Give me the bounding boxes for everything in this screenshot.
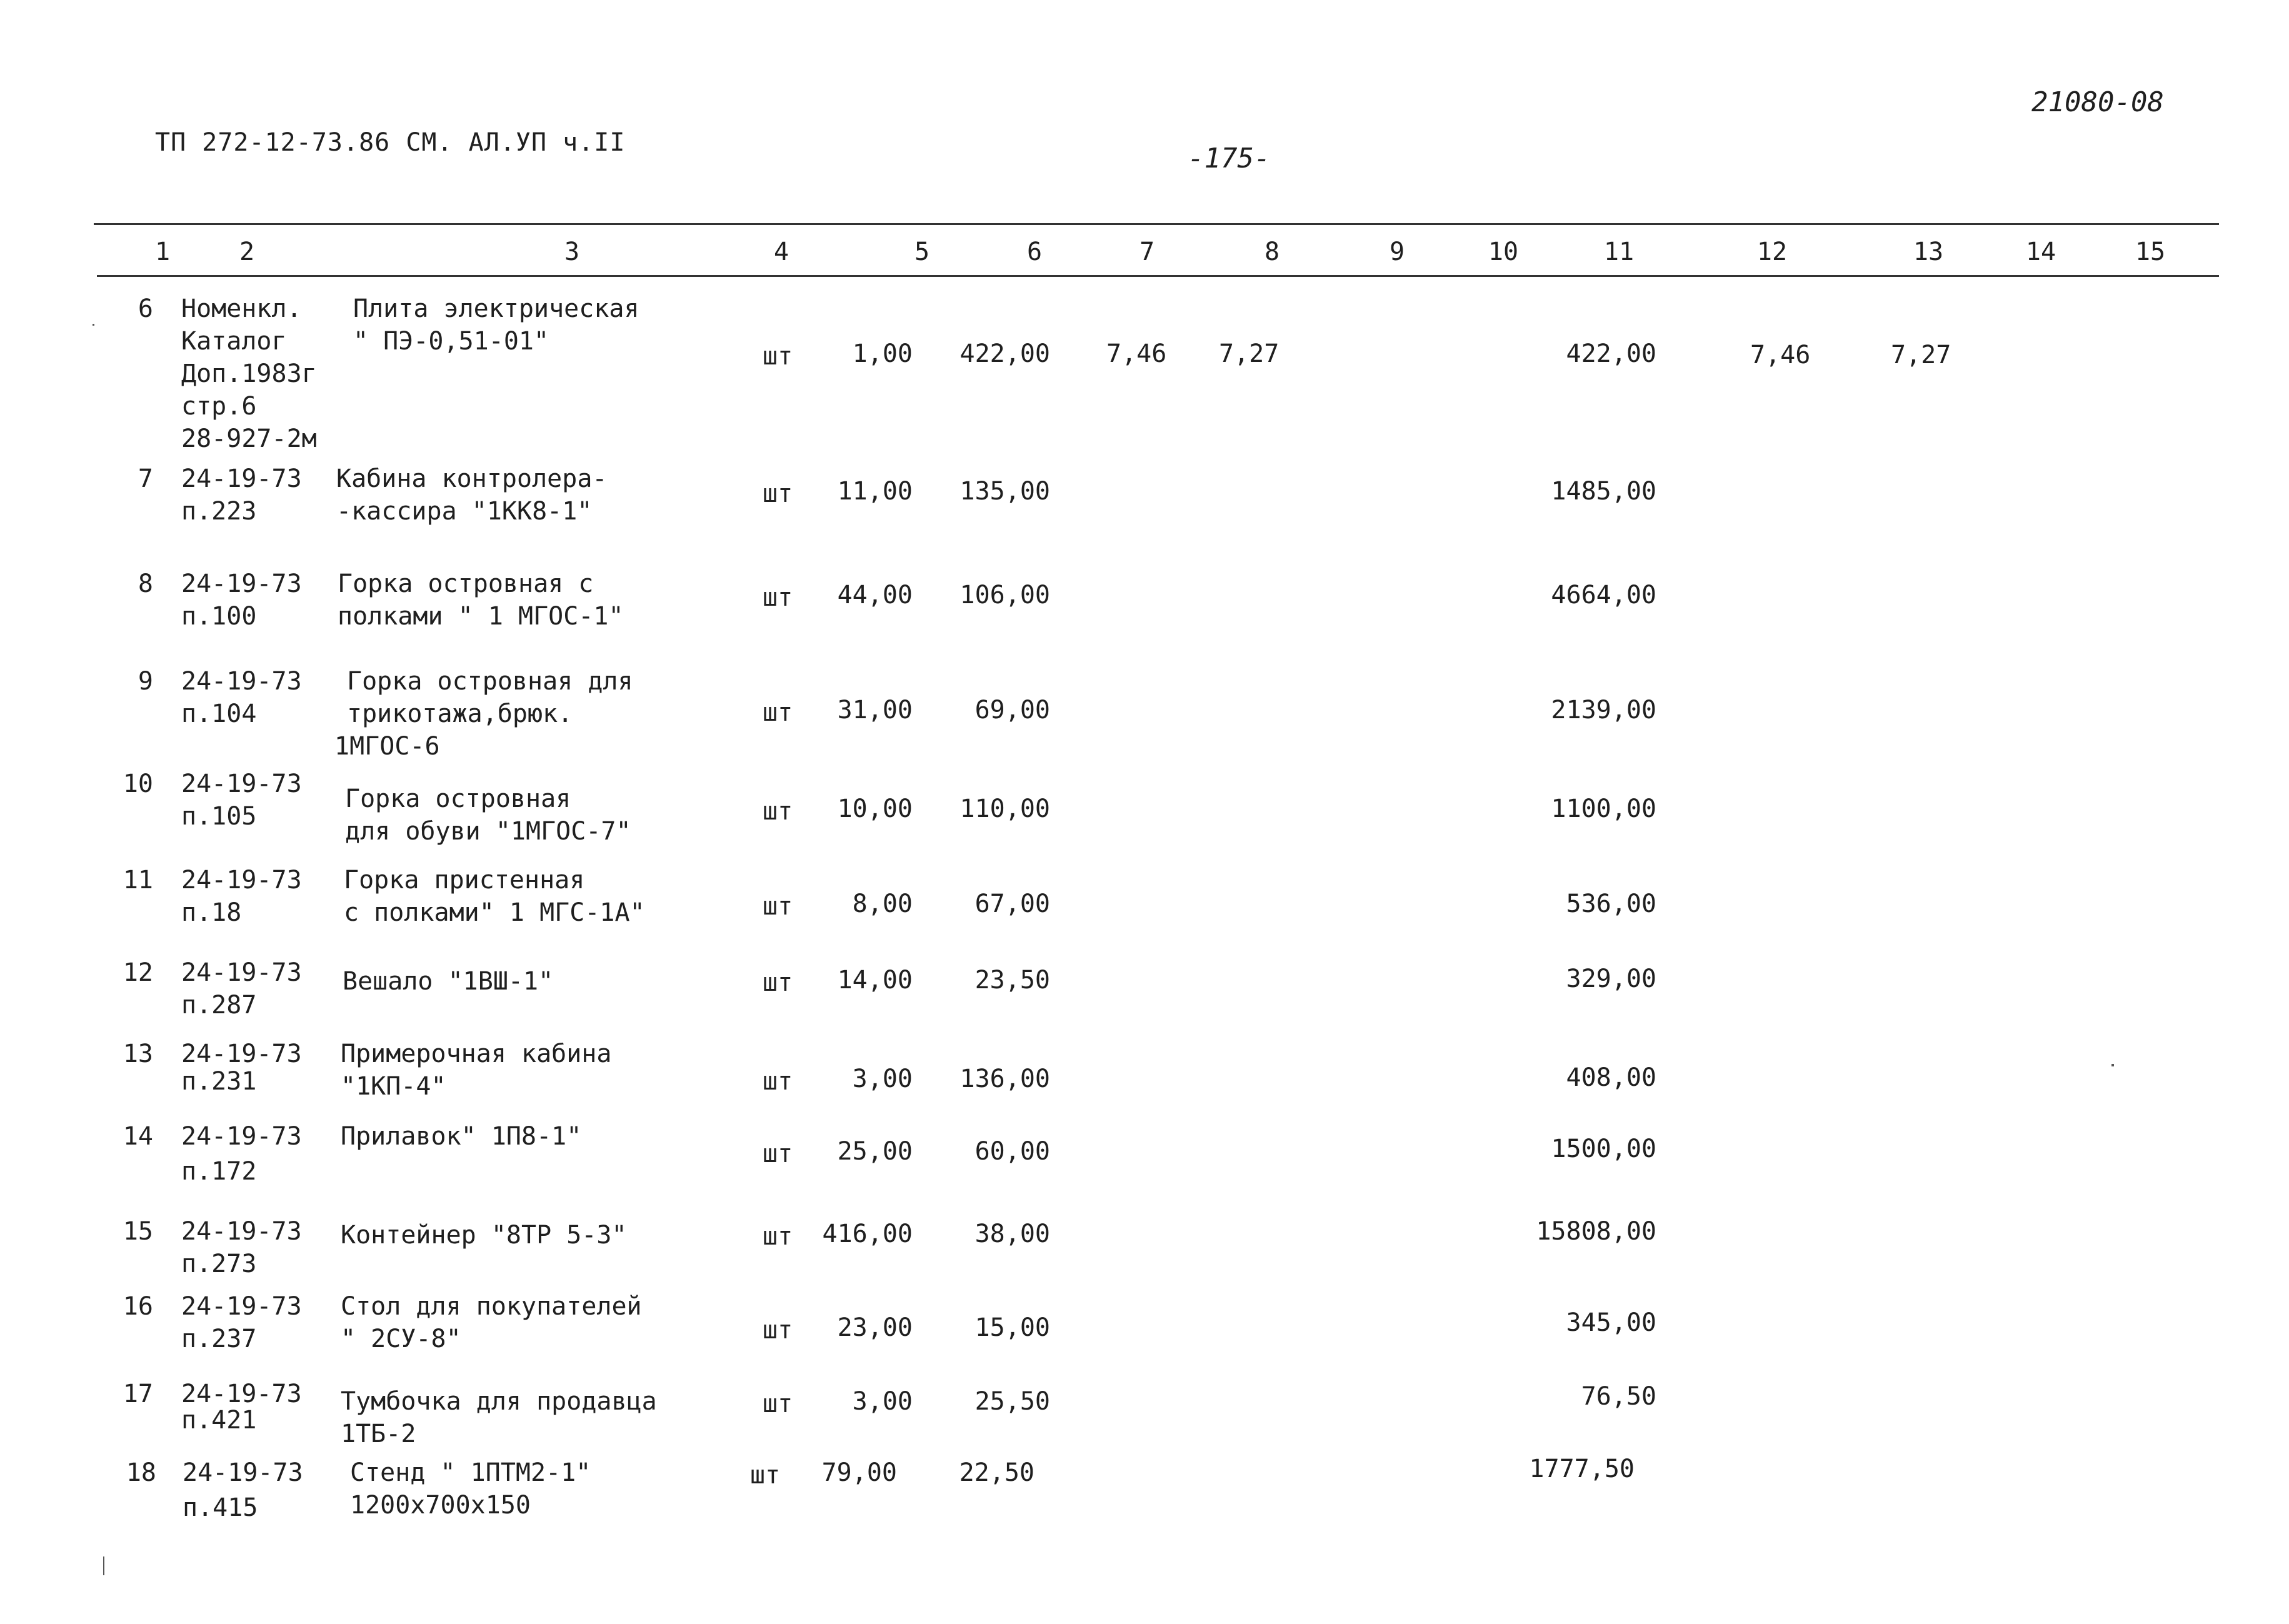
column-12-value: 7,46 <box>1750 341 1811 369</box>
column-7-value: 7,46 <box>1106 339 1167 368</box>
quantity: 79,00 <box>821 1458 897 1487</box>
unit-price: 136,00 <box>959 1065 1050 1093</box>
row-number: 17 <box>123 1380 153 1408</box>
archive-number: 21080-08 <box>2031 86 2164 118</box>
quantity: 1,00 <box>852 339 913 368</box>
quantity: 31,00 <box>837 696 913 724</box>
item-name: Плита электрическая " ПЭ-0,51-01" <box>353 294 639 356</box>
total-cost: 1777,50 <box>1529 1455 1635 1483</box>
row-number: 11 <box>123 866 153 895</box>
column-8-value: 7,27 <box>1219 339 1280 368</box>
total-cost: 422,00 <box>1566 339 1656 368</box>
scan-mark <box>93 324 94 326</box>
column-number: 14 <box>2025 238 2056 266</box>
catalog-code: 24-19-73 п.231 <box>181 1040 302 1096</box>
row-number: 6 <box>138 294 153 323</box>
unit-price: 22,50 <box>959 1458 1034 1487</box>
total-cost: 345,00 <box>1566 1308 1656 1337</box>
total-cost: 1100,00 <box>1551 794 1656 823</box>
item-name: Горка пристенная с полками" 1 МГС-1А" <box>344 866 645 927</box>
catalog-code: 24-19-73 п.287 <box>181 958 302 1020</box>
row-number: 15 <box>123 1217 153 1246</box>
quantity: 44,00 <box>837 581 913 609</box>
unit: шт <box>763 1222 793 1251</box>
item-name: Стенд " 1ПТМ2-1" 1200х700х150 <box>350 1458 591 1520</box>
column-13-value: 7,27 <box>1891 341 1951 369</box>
row-number: 9 <box>138 667 153 696</box>
quantity: 10,00 <box>837 794 913 823</box>
scan-mark <box>2111 1064 2114 1066</box>
total-cost: 1485,00 <box>1551 477 1656 506</box>
unit: шт <box>763 892 793 921</box>
unit: шт <box>763 1140 793 1168</box>
total-cost: 1500,00 <box>1551 1135 1656 1163</box>
column-number: 8 <box>1264 238 1280 266</box>
catalog-code: 24-19-73 п.18 <box>181 866 302 927</box>
unit: шт <box>763 698 793 727</box>
total-cost: 15808,00 <box>1536 1217 1656 1246</box>
unit: шт <box>750 1461 781 1490</box>
column-number: 4 <box>773 238 789 266</box>
item-name: Контейнер "8ТР 5-3" <box>341 1221 627 1250</box>
catalog-code: 24-19-73 п.421 <box>181 1380 302 1435</box>
unit-price: 110,00 <box>959 794 1050 823</box>
unit: шт <box>763 1316 793 1345</box>
column-number: 12 <box>1756 238 1788 266</box>
unit: шт <box>763 479 793 508</box>
row-number: 13 <box>123 1040 153 1068</box>
unit: шт <box>763 342 793 371</box>
item-name: Горка островная для трикотажа,брюк. 1МГОС-6 <box>334 667 633 761</box>
unit-price: 60,00 <box>974 1137 1050 1166</box>
total-cost: 408,00 <box>1566 1063 1656 1092</box>
row-number: 18 <box>126 1458 156 1487</box>
item-name: Примерочная кабина "1КП-4" <box>341 1040 612 1101</box>
catalog-code: 24-19-73 п.273 <box>181 1217 302 1278</box>
unit-price: 15,00 <box>974 1313 1050 1342</box>
item-name: Вешало "1ВШ-1" <box>343 967 554 996</box>
item-name: Горка островная с полками " 1 МГОС-1" <box>338 569 624 631</box>
catalog-code: 24-19-73 п.100 <box>181 569 302 631</box>
catalog-code: 24-19-73 п.223 <box>181 464 302 526</box>
row-number: 16 <box>123 1292 153 1321</box>
catalog-code: 24-19-73 п.104 <box>181 667 302 728</box>
catalog-code: 24-19-73 п.105 <box>181 769 302 831</box>
unit-price: 23,50 <box>974 966 1050 995</box>
column-number: 13 <box>1913 238 1944 266</box>
table-top-rule <box>94 223 2219 225</box>
column-number: 7 <box>1139 238 1155 266</box>
row-number: 10 <box>123 769 153 798</box>
unit-price: 106,00 <box>959 581 1050 609</box>
unit-price: 38,00 <box>974 1220 1050 1248</box>
table-header-rule <box>97 275 2219 277</box>
total-cost: 536,00 <box>1566 890 1656 918</box>
item-name: Стол для покупателей " 2СУ-8" <box>341 1292 642 1353</box>
catalog-code: 24-19-73 п.172 <box>181 1122 302 1186</box>
quantity: 416,00 <box>822 1220 913 1248</box>
unit: шт <box>763 1390 793 1418</box>
page-number: -175- <box>1188 143 1271 174</box>
quantity: 3,00 <box>852 1065 913 1093</box>
catalog-code: 24-19-73 п.237 <box>181 1292 302 1353</box>
unit: шт <box>763 583 793 612</box>
column-number: 15 <box>2135 238 2166 266</box>
unit: шт <box>763 1067 793 1096</box>
unit-price: 422,00 <box>959 339 1050 368</box>
unit: шт <box>763 797 793 826</box>
row-number: 12 <box>123 958 153 987</box>
catalog-code: 24-19-73 п.415 <box>183 1458 303 1522</box>
quantity: 23,00 <box>837 1313 913 1342</box>
quantity: 11,00 <box>837 477 913 506</box>
row-number: 7 <box>138 464 153 493</box>
column-number: 11 <box>1603 238 1635 266</box>
unit-price: 67,00 <box>974 890 1050 918</box>
item-name: Тумбочка для продавца 1ТБ-2 <box>341 1387 657 1448</box>
total-cost: 329,00 <box>1566 965 1656 993</box>
unit-price: 135,00 <box>959 477 1050 506</box>
quantity: 25,00 <box>837 1137 913 1166</box>
unit-price: 69,00 <box>974 696 1050 724</box>
column-number: 10 <box>1488 238 1519 266</box>
item-name: Горка островная для обуви "1МГОС-7" <box>345 784 631 846</box>
scan-mark <box>103 1556 104 1575</box>
column-number: 1 <box>154 238 171 266</box>
total-cost: 4664,00 <box>1551 581 1656 609</box>
column-number: 9 <box>1389 238 1405 266</box>
column-number: 6 <box>1026 238 1043 266</box>
total-cost: 76,50 <box>1581 1382 1656 1411</box>
quantity: 8,00 <box>852 890 913 918</box>
item-name: Кабина контролера- -кассира "1КК8-1" <box>336 464 608 526</box>
unit: шт <box>763 968 793 997</box>
column-number: 3 <box>564 238 580 266</box>
unit-price: 25,50 <box>974 1387 1050 1416</box>
column-number: 5 <box>914 238 930 266</box>
column-number: 2 <box>239 238 255 266</box>
catalog-code: Номенкл. Каталог Доп.1983г стр.6 28-927-2м <box>181 294 317 453</box>
total-cost: 2139,00 <box>1551 696 1656 724</box>
document-reference: ТП 272-12-73.86 СМ. АЛ.УП ч.II <box>155 128 626 157</box>
row-number: 14 <box>123 1122 153 1151</box>
item-name: Прилавок" 1П8-1" <box>341 1122 582 1151</box>
quantity: 3,00 <box>852 1387 913 1416</box>
row-number: 8 <box>138 569 153 598</box>
quantity: 14,00 <box>837 966 913 995</box>
